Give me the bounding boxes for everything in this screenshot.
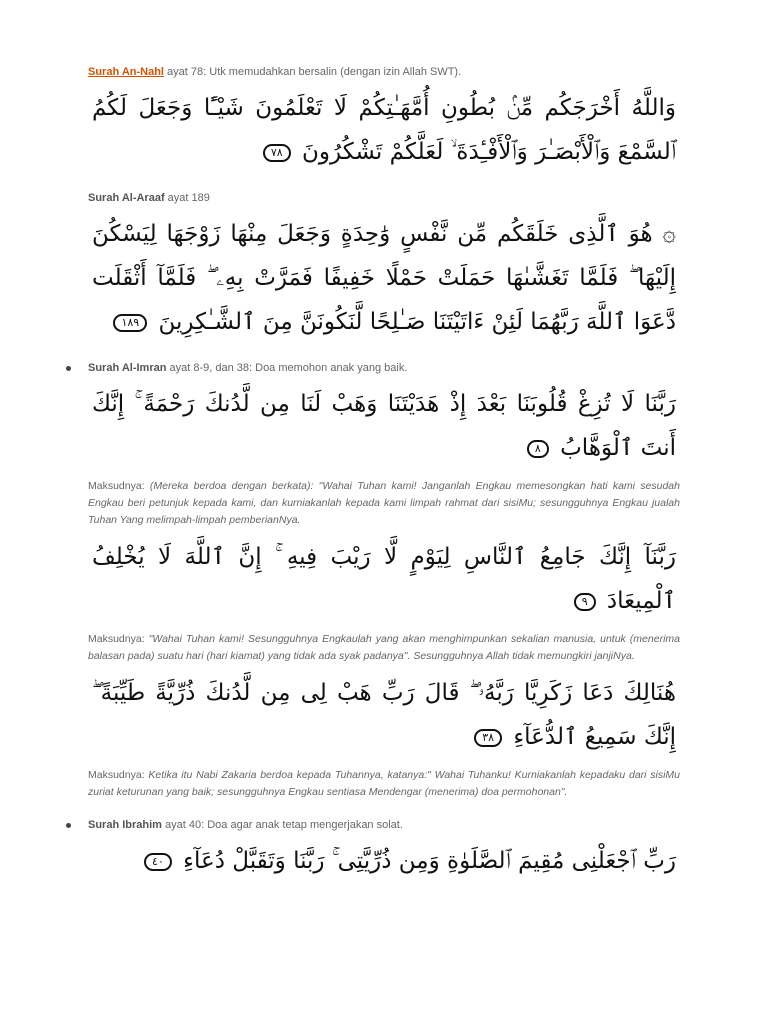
meaning-text: Ketika itu Nabi Zakaria berdoa kepada Tuhannya, katanya:" Wahai Tuhanku! Kurniakanlah kepadaku dari sisiMu zuriat keturunan yang baik; sesungguhnya Engkau sentiasa Mendengar (menerima) doa permohonan". <box>88 769 680 798</box>
verse-text: ۞ هُوَ ٱلَّذِى خَلَقَكُم مِّن نَّفْسٍ وَٰحِدَةٍ وَجَعَلَ مِنْهَا زَوْجَهَا لِيَسْكُنَ إِلَيْهَا ۖ فَلَمَّا تَغَشَّىٰهَا حَمَلَتْ حَمْلًا خَفِيفًا فَمَرَّتْ بِهِۦ ۖ فَلَمَّآ أَثْقَلَت دَّعَوَا ٱللَّهَ رَبَّهُمَا لَئِنْ ءَاتَيْتَنَا صَـٰلِحًا لَّنَكُونَنَّ مِنَ ٱلشَّـٰكِرِينَ <box>92 221 676 335</box>
arabic-verse <box>88 535 680 623</box>
section-heading <box>88 360 680 376</box>
surah-name: Surah Al-Imran <box>88 362 167 374</box>
ayah-number-marker: ٧٨ <box>263 144 291 162</box>
ayat-description: ayat 8-9, dan 38: Doa memohon anak yang baik. <box>166 362 408 374</box>
verse-text: رَبَّنَآ إِنَّكَ جَامِعُ ٱلنَّاسِ لِيَوْمٍ لَّا رَيْبَ فِيهِ ۚ إِنَّ ٱللَّهَ لَا يُخْلِفُ ٱلْمِيعَادَ <box>92 544 676 614</box>
section-heading <box>88 817 680 833</box>
verse-meaning <box>88 631 680 665</box>
verse-text: وَاللَّهُ أَخْرَجَكُم مِّنۢ بُطُونِ أُمَّهَـٰتِكُمْ لَا تَعْلَمُونَ شَيْـًٔا وَجَعَلَ لَكُمُ ٱلسَّمْعَ وَٱلْأَبْصَـٰرَ وَٱلْأَفْـِٔدَةَ ۙ لَعَلَّكُمْ تَشْكُرُونَ <box>92 95 676 165</box>
arabic-verse <box>88 839 680 883</box>
document-page <box>88 64 680 899</box>
meaning-text: "Wahai Tuhan kami! Sesungguhnya Engkaulah yang akan menghimpunkan sekalian manusia, untuk (menerima balasan pada) suatu hari (hari kiamat) yang tidak ada syak padanya". Sesungguhnya Allah tidak memungkiri janjiNya. <box>88 633 680 662</box>
arabic-verse <box>88 382 680 470</box>
ayah-number-marker: ٣٨ <box>474 729 502 747</box>
section-heading <box>88 190 680 206</box>
arabic-verse <box>88 86 680 174</box>
meaning-label: Maksudnya: <box>88 769 149 781</box>
verse-text: رَبِّ ٱجْعَلْنِى مُقِيمَ ٱلصَّلَوٰةِ وَمِن ذُرِّيَّتِى ۚ رَبَّنَا وَتَقَبَّلْ دُعَآءِ <box>183 848 676 874</box>
meaning-text: (Mereka berdoa dengan berkata): "Wahai Tuhan kami! Janganlah Engkau memesongkan hati kami sesudah Engkau beri petunjuk kepada kami, dan kurniakanlah kepada kami limpah rahmat dari sisiMu; sesungguhnya Engkau jualah Tuhan Yang melimpah-limpah pemberianNya. <box>88 480 680 526</box>
section-al-araaf <box>88 190 680 344</box>
meaning-label: Maksudnya: <box>88 633 149 645</box>
verse-meaning <box>88 478 680 529</box>
verse-text: هُنَالِكَ دَعَا زَكَرِيَّا رَبَّهُۥ ۖ قَالَ رَبِّ هَبْ لِى مِن لَّدُنكَ ذُرِّيَّةً طَيِّبَةً ۖ إِنَّكَ سَمِيعُ ٱلدُّعَآءِ <box>92 680 676 750</box>
surah-link-an-nahl[interactable]: Surah An-Nahl <box>88 66 164 78</box>
section-heading <box>88 64 680 80</box>
ayat-description: ayat 189 <box>164 192 210 204</box>
ayah-number-marker: ٨ <box>527 440 549 458</box>
arabic-verse <box>88 671 680 759</box>
surah-name: Surah Ibrahim <box>88 819 162 831</box>
section-al-imran <box>88 360 680 801</box>
section-an-nahl <box>88 64 680 174</box>
ayah-number-marker: ٤٠ <box>144 853 172 871</box>
ayat-description: ayat 40: Doa agar anak tetap mengerjakan solat. <box>161 819 403 831</box>
verse-meaning <box>88 767 680 801</box>
surah-name: Surah Al-Araaf <box>88 192 165 204</box>
arabic-verse <box>88 212 680 344</box>
section-ibrahim <box>88 817 680 883</box>
ayah-number-marker: ٩ <box>574 593 596 611</box>
verse-text: رَبَّنَا لَا تُزِغْ قُلُوبَنَا بَعْدَ إِذْ هَدَيْتَنَا وَهَبْ لَنَا مِن لَّدُنكَ رَحْمَةً ۚ إِنَّكَ أَنتَ ٱلْوَهَّابُ <box>92 391 676 461</box>
ayat-description: ayat 78: Utk memudahkan bersalin (dengan izin Allah SWT). <box>164 66 462 78</box>
ayah-number-marker: ١٨٩ <box>113 314 147 332</box>
meaning-label: Maksudnya: <box>88 480 150 492</box>
